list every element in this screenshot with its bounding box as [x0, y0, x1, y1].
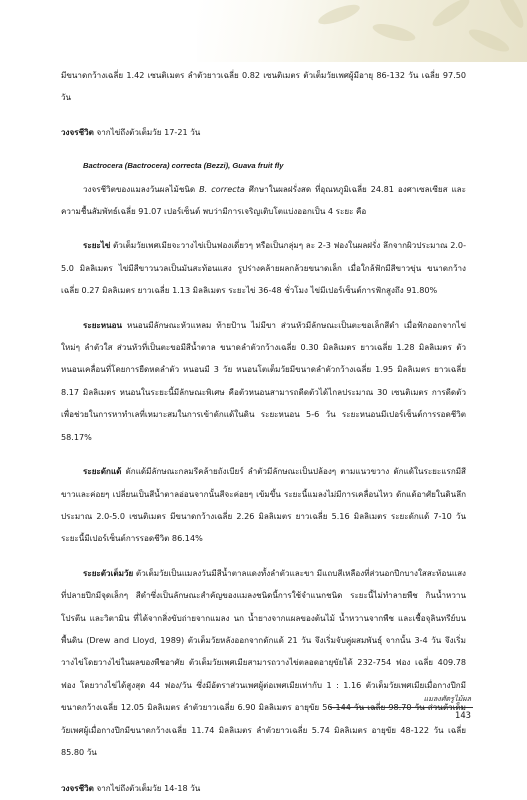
lifecycle-text: จากไข่ถึงตัวเต็มวัย 17-21 วัน	[93, 126, 201, 137]
footer-section-name: แมลงศัตรูไม้ผล	[423, 694, 471, 703]
lifecycle-summary-1	[61, 121, 466, 143]
paragraph-adult-stage: ระยะตัวเต็มวัย ตัวเต็มวัยเป็นแมลงวันมีสีน้ำตาลแดงทั้งลำตัวและขา มีแถบสีเหลืองที่ส่วนอกปีกบางใสสะท้อนแสงที่ปลายปีกมีจุดเล็กๆ สีดำซึ่งเป็นลักษณะสำคัญของแมลงชนิดนี้การใช้จำแนกชนิด ระยะนี้ไม่ทำลายพืช กินน้ำหวาน โปรตีน และวิตามิน ที่ได้จากสิ่งขับถ่ายจากแมลง นก น้ำยางจากแผลของต้นไม้ น้ำหวานจากพืช และเชื้อจุลินทรีย์บนพื้นดิน (Drew and Lloyd, 1989) ตัวเต็มวัยหลังออกจากดักแด้ 21 วัน จึงเริ่มจับคู่ผสมพันธุ์ จากนั้น 3-4 วัน จึงเริ่มวางไข่โดยวางไข่ในผลของพืชอาศัย ตัวเต็มวัยเพศเมียสามารถวางไข่ตลอดอายุขัยได้ 232-754 ฟอง เฉลี่ย 409.78 ฟอง โดยวางไข่ได้สูงสุด 44 ฟอง/วัน ซึ่งมีอัตราส่วนเพศผู้ต่อเพศเมียเท่ากับ 1 : 1.16 ตัวเต็มวัยเพศเมียเมื่อกางปีกมีขนาดกว้างเฉลี่ย 12.05 มิลลิเมตร ลำตัวยาวเฉลี่ย 6.90 มิลลิเมตร อายุขัย 56-144 วัน เฉลี่ย 98.70 วัน ส่วนตัวเต็มวัยเพศผู้เมื่อกางปีกมีขนาดกว้างเฉลี่ย 11.74 มิลลิเมตร ลำตัวยาวเฉลี่ย 5.74 มิลลิเมตร อายุขัย 48-122 วัน เฉลี่ย 85.80 วัน	[61, 567, 466, 757]
paragraph-pupa-stage: ระยะดักแด้ ดักแด้มีลักษณะกลมรีคล้ายถังเบียร์ ลำตัวมีลักษณะเป็นปล้องๆ ตามแนวขวาง ดักแด้ในระยะแรกมีสีขาวและค่อยๆ เปลี่ยนเป็นสีน้ำตาลอ่อนจากนั้นสีจะค่อยๆ เข้มขึ้น ระยะนี้แมลงไม่มีการเคลื่อนไหว ดักแด้อาศัยในดินลึกประมาณ 2.0-5.0 เซนติเมตร มีขนาดกว้างเฉลี่ย 2.26 มิลลิเมตร ยาวเฉลี่ย 5.16 มิลลิเมตร ระยะดักแด้ 7-10 วัน ระยะนี้มีเปอร์เซ็นต์การรอดชีวิต 86.14%	[61, 466, 466, 544]
lifecycle-label: วงจรชีวิต	[61, 783, 94, 794]
page-number: 143	[455, 710, 471, 720]
egg-stage-label: ระยะไข่	[83, 240, 111, 251]
footer-divider	[330, 707, 473, 708]
adult-stage-label: ระยะตัวเต็มวัย	[83, 567, 134, 578]
paragraph-intro: มีขนาดกว้างเฉลี่ย 1.42 เซนติเมตร ลำตัวยาวเฉลี่ย 0.82 เซนติเมตร ตัวเต็มวัยเพศผู้มีอายุ 86-132 วัน เฉลี่ย 97.50 วัน	[61, 70, 466, 103]
paragraph-egg-stage: ระยะไข่ ตัวเต็มวัยเพศเมียจะวางไข่เป็นฟองเดี่ยวๆ หรือเป็นกลุ่มๆ ละ 2-3 ฟองในผลฝรั่ง ลึกจากผิวประมาณ 2.0-5.0 มิลลิเมตร ไข่มีสีขาวนวลเป็นมันสะท้อนแสง รูปร่างคล้ายผลกล้วยขนาดเล็ก เมื่อใกล้ฟักมีสีขาวขุ่น ขนาดกว้างเฉลี่ย 0.27 มิลลิเมตร ยาวเฉลี่ย 1.13 มิลลิเมตร ระยะไข่ 36-48 ชั่วโมง ไข่มีเปอร์เซ็นต์การฟักสูงถึง 91.80%	[61, 240, 466, 296]
species-name: B. correcta	[199, 183, 245, 194]
pupa-stage-label: ระยะดักแด้	[83, 466, 122, 477]
lifecycle-text: จากไข่ถึงตัวเต็มวัย 14-18 วัน	[93, 783, 201, 794]
document-body	[61, 64, 466, 800]
paragraph-study: วงจรชีวิตของแมลงวันผลไม้ชนิด B. correcta ศึกษาในผลฝรั่งสด ที่อุณหภูมิเฉลี่ย 24.81 องศาเซลเซียส และความชื้นสัมพัทธ์เฉลี่ย 91.07 เปอร์เซ็นต์ พบว่ามีการเจริญเติบโตแบ่งออกเป็น 4 ระยะ คือ	[61, 183, 466, 217]
lifecycle-summary-2	[61, 777, 466, 799]
header-decoration	[197, 0, 527, 62]
species-heading: Bactrocera (Bactrocera) correcta (Bezzi), Guava fruit fly	[83, 161, 284, 171]
paragraph-larva-stage: ระยะหนอน หนอนมีลักษณะหัวแหลม ท้ายป้าน ไม่มีขา ส่วนหัวมีลักษณะเป็นตะขอเล็กสีดำ เมื่อฟักออกจากไข่ใหม่ๆ ลำตัวใส ส่วนหัวที่เป็นตะขอมีสีน้ำตาล ขนาดลำตัวกว้างเฉลี่ย 0.30 มิลลิเมตร ยาวเฉลี่ย 1.28 มิลลิเมตร ตัวหนอนเคลื่อนที่โดยการยืดหดลำตัว หนอนมี 3 วัย หนอนโตเต็มวัยมีขนาดลำตัวกว้างเฉลี่ย 1.95 มิลลิเมตร ยาวเฉลี่ย 8.17 มิลลิเมตร หนอนในระยะนี้มีลักษณะพิเศษ คือตัวหนอนสามารถดีดตัวได้ไกลประมาณ 30 เซนติเมตร การดีดตัวเพื่อช่วยในการหาทำเลที่เหมาะสมในการเข้าดักแด้ในดิน ระยะหนอน 5-6 วัน ระยะหนอนมีเปอร์เซ็นต์การรอดชีวิต 58.17%	[61, 319, 466, 442]
lifecycle-label: วงจรชีวิต	[61, 126, 94, 137]
larva-stage-label: ระยะหนอน	[83, 319, 123, 330]
